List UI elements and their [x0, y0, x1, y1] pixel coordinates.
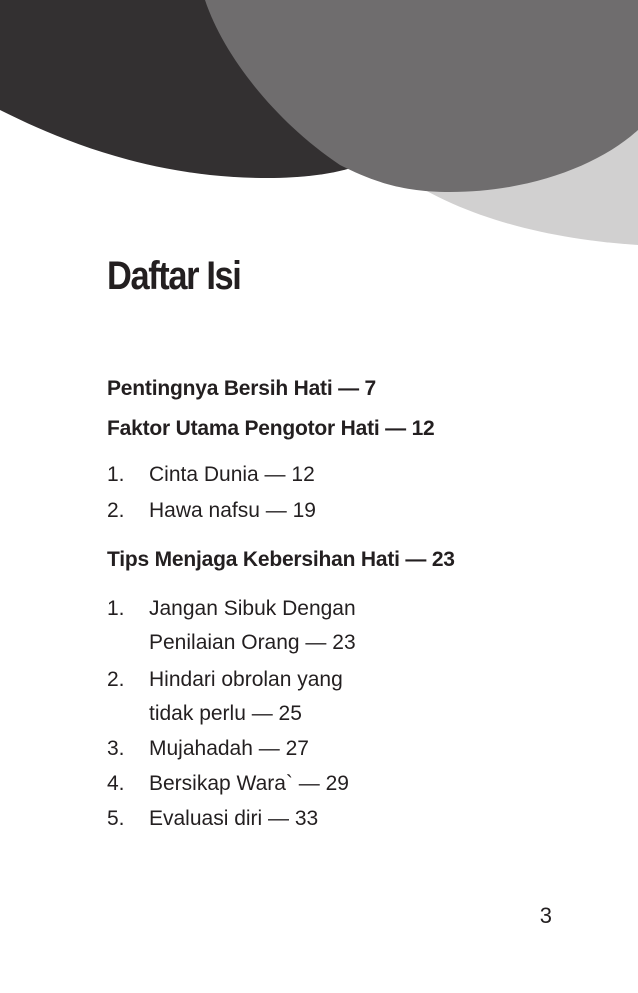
toc-list-item	[107, 806, 587, 832]
item-number: 1.	[107, 597, 125, 620]
item-text: Evaluasi diri — 33	[149, 807, 319, 830]
item-number: 2.	[107, 668, 125, 691]
toc-list-item	[107, 498, 587, 524]
item-text: Jangan Sibuk Dengan	[149, 597, 356, 620]
toc-list-item	[107, 771, 587, 797]
item-number: 1.	[107, 463, 125, 486]
toc-heading: Faktor Utama Pengotor Hati — 12	[107, 417, 435, 440]
item-number: 2.	[107, 499, 125, 522]
item-text: Hindari obrolan yang	[149, 668, 343, 691]
item-number: 5.	[107, 807, 125, 830]
header-arc-decoration	[0, 0, 638, 250]
toc-list-item	[107, 596, 587, 622]
toc-list-item	[107, 462, 587, 488]
item-text-continued: tidak perlu — 25	[149, 702, 302, 725]
item-text: Cinta Dunia — 12	[149, 463, 315, 486]
item-text: Hawa nafsu — 19	[149, 499, 316, 522]
item-number: 3.	[107, 737, 125, 760]
toc-heading: Pentingnya Bersih Hati — 7	[107, 377, 377, 400]
item-number: 4.	[107, 772, 125, 795]
item-text: Mujahadah — 27	[149, 737, 309, 760]
toc-list-item	[107, 667, 587, 693]
page-number: 3	[539, 903, 552, 928]
toc-list-item	[107, 736, 587, 762]
item-text: Bersikap Wara` — 29	[149, 772, 349, 795]
page-title: Daftar Isi	[107, 254, 241, 298]
toc-heading: Tips Menjaga Kebersihan Hati — 23	[107, 548, 455, 571]
item-text-continued: Penilaian Orang — 23	[149, 631, 356, 654]
